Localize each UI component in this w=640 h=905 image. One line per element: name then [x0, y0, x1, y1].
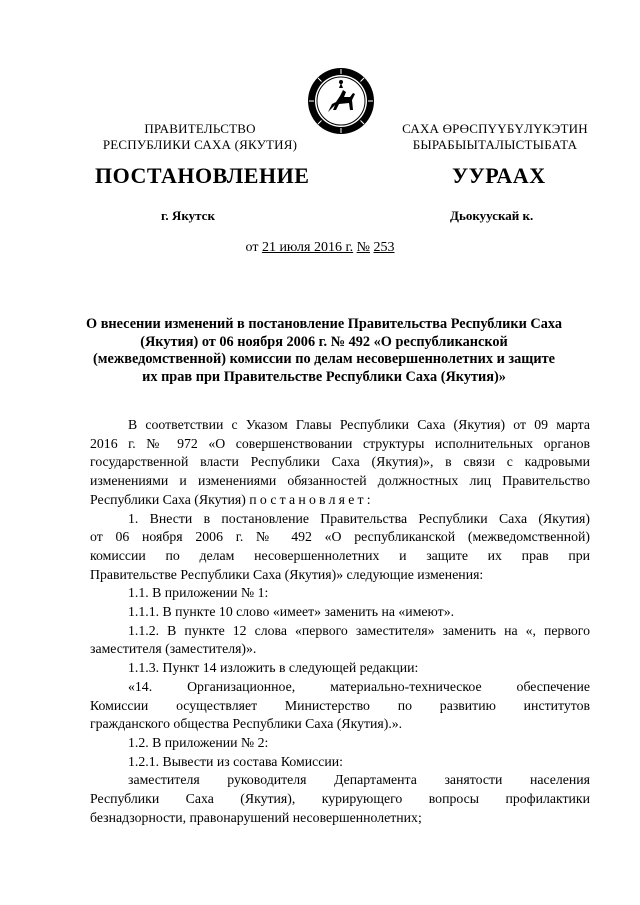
- body-line: от 06 ноября 2006 г. № 492 «О республиканской (межведомственной): [90, 529, 590, 545]
- number-sign: №: [356, 240, 370, 255]
- body-line: безнадзорности, правонарушений несовершеннолетних;: [90, 809, 422, 825]
- body-line: 1. Внести в постановление Правительства Республики Саха (Якутия): [128, 510, 590, 526]
- body-text: Республики Саха (Якутия): [90, 491, 246, 507]
- body-line: Республики Саха (Якутия), курирующего вопросы профилактики: [90, 791, 590, 807]
- title-line: (Якутия) от 06 ноября 2006 г. № 492 «О республиканской: [140, 333, 508, 350]
- body-line: 1.1.2. В пункте 12 слова «первого заместителя» заменить на «, первого: [128, 622, 590, 638]
- body-line: [90, 491, 590, 510]
- city-yakut: Дьокуускай к.: [450, 208, 534, 223]
- city-russian: г. Якутск: [161, 208, 215, 223]
- title-line: О внесении изменений в постановление Правительства Республики Саха: [86, 316, 562, 332]
- body-line: изменениями и изменениями обязанностей должностных лиц Правительство: [90, 473, 590, 489]
- doc-type-russian: ПОСТАНОВЛЕНИЕ: [95, 163, 310, 188]
- body-line: 1.2. В приложении № 2:: [128, 734, 269, 750]
- body-line: гражданского общества Республики Саха (Якутия).».: [90, 716, 403, 732]
- body-line: Комиссии осуществляет Министерство по развитию институтов: [90, 697, 590, 713]
- body-line: «14. Организационное, материально-техническое обеспечение: [128, 678, 590, 694]
- title-line: их прав при Правительстве Республики Саха (Якутия)»: [142, 368, 506, 385]
- document-number: 253: [373, 240, 395, 255]
- title-line: (межведомственной) комиссии по делам несовершеннолетних и защите: [93, 351, 555, 367]
- body-line: комиссии по делам несовершеннолетних и защите их прав при: [90, 547, 590, 563]
- body-line: 2016 г. № 972 «О совершенствовании структуры исполнительных органов: [90, 435, 590, 451]
- org-name-russian: [85, 121, 315, 153]
- doc-type-yakut: УУРААХ: [452, 163, 546, 188]
- document-body: [90, 416, 590, 827]
- org-line: САХА ӨРӨСПҮҮБҮЛҮКЭТИН: [402, 121, 588, 136]
- document-date: 21 июля 2016 г.: [261, 240, 354, 255]
- body-line: государственной власти Республики Саха (Якутия)», в связи с кадровыми: [90, 454, 590, 470]
- document-title: [84, 316, 564, 386]
- date-prefix: от: [245, 240, 259, 255]
- resolves-word: постановляет:: [249, 491, 374, 507]
- body-line: 1.1.1. В пункте 10 слово «имеет» заменить на «имеют».: [128, 604, 455, 620]
- body-line: 1.1. В приложении № 1:: [128, 585, 269, 601]
- date-and-number: [0, 240, 640, 256]
- body-line: заместителя руководителя Департамента занятости населения: [128, 772, 590, 788]
- body-line: 1.2.1. Вывести из состава Комиссии:: [128, 753, 343, 769]
- body-line: Правительстве Республики Саха (Якутия)» следующие изменения:: [90, 566, 484, 582]
- body-line: 1.1.3. Пункт 14 изложить в следующей редакции:: [128, 660, 419, 676]
- org-line: РЕСПУБЛИКИ САХА (ЯКУТИЯ): [102, 137, 298, 152]
- org-line: БЫРАБЫЫТАЛЫСТЫБАТА: [412, 137, 578, 152]
- coat-of-arms-icon: [306, 66, 376, 136]
- org-line: ПРАВИТЕЛЬСТВО: [144, 121, 256, 136]
- body-line: заместителя (заместителя)».: [90, 641, 257, 657]
- org-name-yakut: [380, 121, 610, 153]
- body-line: В соответствии с Указом Главы Республики Саха (Якутия) от 09 марта: [128, 417, 590, 432]
